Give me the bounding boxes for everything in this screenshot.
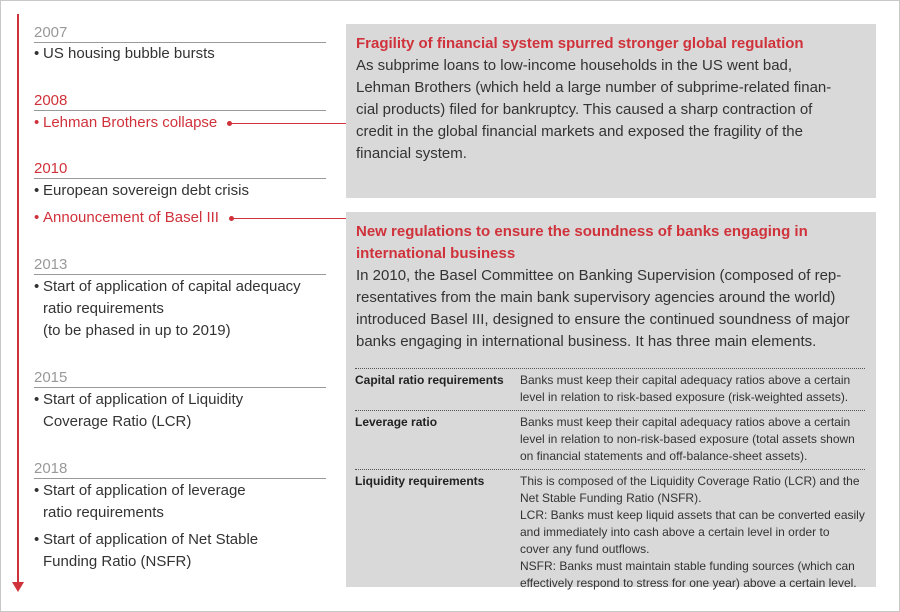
heading-line: international business [356, 245, 516, 262]
event-leverage-ratio [34, 480, 330, 524]
desc-line: on financial statements and off-balance-sheet assets). [520, 449, 808, 463]
fragility-body [356, 55, 866, 165]
desc-line: cover any fund outflows. [520, 542, 650, 556]
year-2010: 2010 [34, 160, 326, 179]
body-line: financial system. [356, 145, 467, 162]
event-text-line: Start of application of capital adequacy [43, 278, 301, 295]
element-description [520, 372, 865, 406]
basel-elements-table [355, 368, 865, 596]
bullet: • [34, 209, 40, 226]
event-text-line: Start of application of Net Stable [43, 531, 259, 548]
year-2007: 2007 [34, 24, 326, 43]
body-line: As subprime loans to low-income households in the US went bad, [356, 57, 793, 74]
year-2013: 2013 [34, 256, 326, 275]
connector-line-lehman [230, 123, 346, 124]
bullet: • [34, 531, 40, 548]
year-2018: 2018 [34, 460, 326, 479]
new-regulations-body [356, 265, 866, 353]
event-text-line: ratio requirements [43, 300, 164, 317]
event-us-housing-bubble [34, 43, 330, 65]
event-capital-adequacy [34, 276, 330, 342]
event-text: US housing bubble bursts [43, 45, 215, 62]
bullet: • [34, 182, 40, 199]
fragility-box [346, 24, 876, 198]
fragility-heading: Fragility of financial system spurred stronger global regulation [356, 35, 804, 52]
element-description [520, 473, 865, 592]
event-text-line: Start of application of Liquidity [43, 391, 244, 408]
element-label: Liquidity requirements [355, 474, 485, 488]
element-row-liquidity [355, 469, 865, 596]
desc-line: level in relation to risk-based exposure (risk-weighted assets). [520, 390, 849, 404]
timeline-arrow-icon [12, 582, 24, 592]
event-text-line: Funding Ratio (NSFR) [43, 553, 192, 570]
event-text: Announcement of Basel III [43, 209, 219, 226]
year-2008: 2008 [34, 92, 326, 111]
element-row-capital-ratio [355, 368, 865, 410]
event-text-line: Start of application of leverage [43, 482, 246, 499]
body-line: credit in the global financial markets and exposed the fragility of the [356, 123, 803, 140]
new-regulations-heading [356, 221, 866, 265]
bullet: • [34, 45, 40, 62]
bullet: • [34, 278, 40, 295]
event-lcr [34, 389, 330, 433]
desc-line: LCR: Banks must keep liquid assets that can be converted easily [520, 508, 865, 522]
desc-line: level in relation to non-risk-based exposure (total assets shown [520, 432, 855, 446]
event-text-line: Coverage Ratio (LCR) [43, 413, 192, 430]
event-nsfr [34, 529, 330, 573]
element-label: Leverage ratio [355, 415, 438, 429]
desc-line: Net Stable Funding Ratio (NSFR). [520, 491, 702, 505]
body-line: banks engaging in international business. It has three main elements. [356, 333, 817, 350]
bullet: • [34, 391, 40, 408]
body-line: Lehman Brothers (which held a large number of subprime-related finan- [356, 79, 832, 96]
body-line: resentatives from the main bank supervisory agencies around the world) [356, 289, 836, 306]
event-text-line: ratio requirements [43, 504, 164, 521]
element-description [520, 414, 865, 465]
element-label: Capital ratio requirements [355, 373, 504, 387]
event-european-debt-crisis [34, 180, 330, 202]
bullet: • [34, 482, 40, 499]
timeline-axis [17, 14, 19, 584]
event-text-line: (to be phased in up to 2019) [43, 322, 231, 339]
element-row-leverage-ratio [355, 410, 865, 469]
desc-line: effectively respond to stress for one year) above a certain level. [520, 576, 857, 590]
desc-line: and immediately into cash above a certain level in order to [520, 525, 830, 539]
event-text: Lehman Brothers collapse [43, 114, 218, 131]
event-text: European sovereign debt crisis [43, 182, 249, 199]
desc-line: Banks must keep their capital adequacy ratios above a certain [520, 373, 851, 387]
body-line: cial products) filed for bankruptcy. This caused a sharp contraction of [356, 101, 813, 118]
year-2015: 2015 [34, 369, 326, 388]
desc-line: Banks must keep their capital adequacy ratios above a certain [520, 415, 851, 429]
body-line: In 2010, the Basel Committee on Banking Supervision (composed of rep- [356, 267, 842, 284]
connector-line-basel [232, 218, 346, 219]
bullet: • [34, 114, 40, 131]
desc-line: This is composed of the Liquidity Coverage Ratio (LCR) and the [520, 474, 860, 488]
desc-line: NSFR: Banks must maintain stable funding sources (which can [520, 559, 855, 573]
heading-line: New regulations to ensure the soundness of banks engaging in [356, 223, 808, 240]
body-line: introduced Basel III, designed to ensure the continued soundness of major [356, 311, 850, 328]
